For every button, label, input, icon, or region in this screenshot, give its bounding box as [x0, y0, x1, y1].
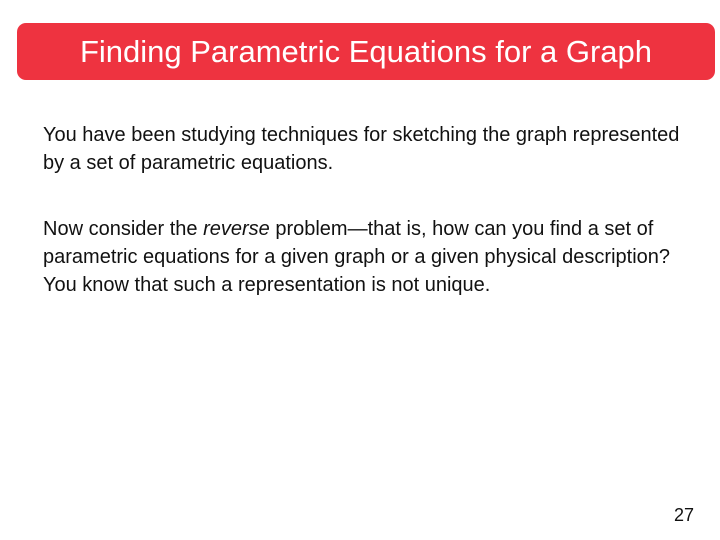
paragraph-reverse-end: problem—that is, how can you find a set of parametric equations for a given graph or a given physical description? You know that such a representation is not unique. [43, 218, 671, 296]
slide-body [43, 121, 693, 299]
emphasis-reverse: reverse [203, 218, 270, 240]
paragraph-reverse-start: Now consider the [43, 218, 204, 240]
paragraph-intro: You have been studying techniques for sketching the graph represented by a set of parametric equations. [43, 124, 680, 174]
paragraph-reverse-problem [43, 215, 693, 299]
title-bar [17, 23, 715, 80]
page-number: 27 [673, 505, 694, 525]
slide-title: Finding Parametric Equations for a Graph [79, 34, 653, 69]
